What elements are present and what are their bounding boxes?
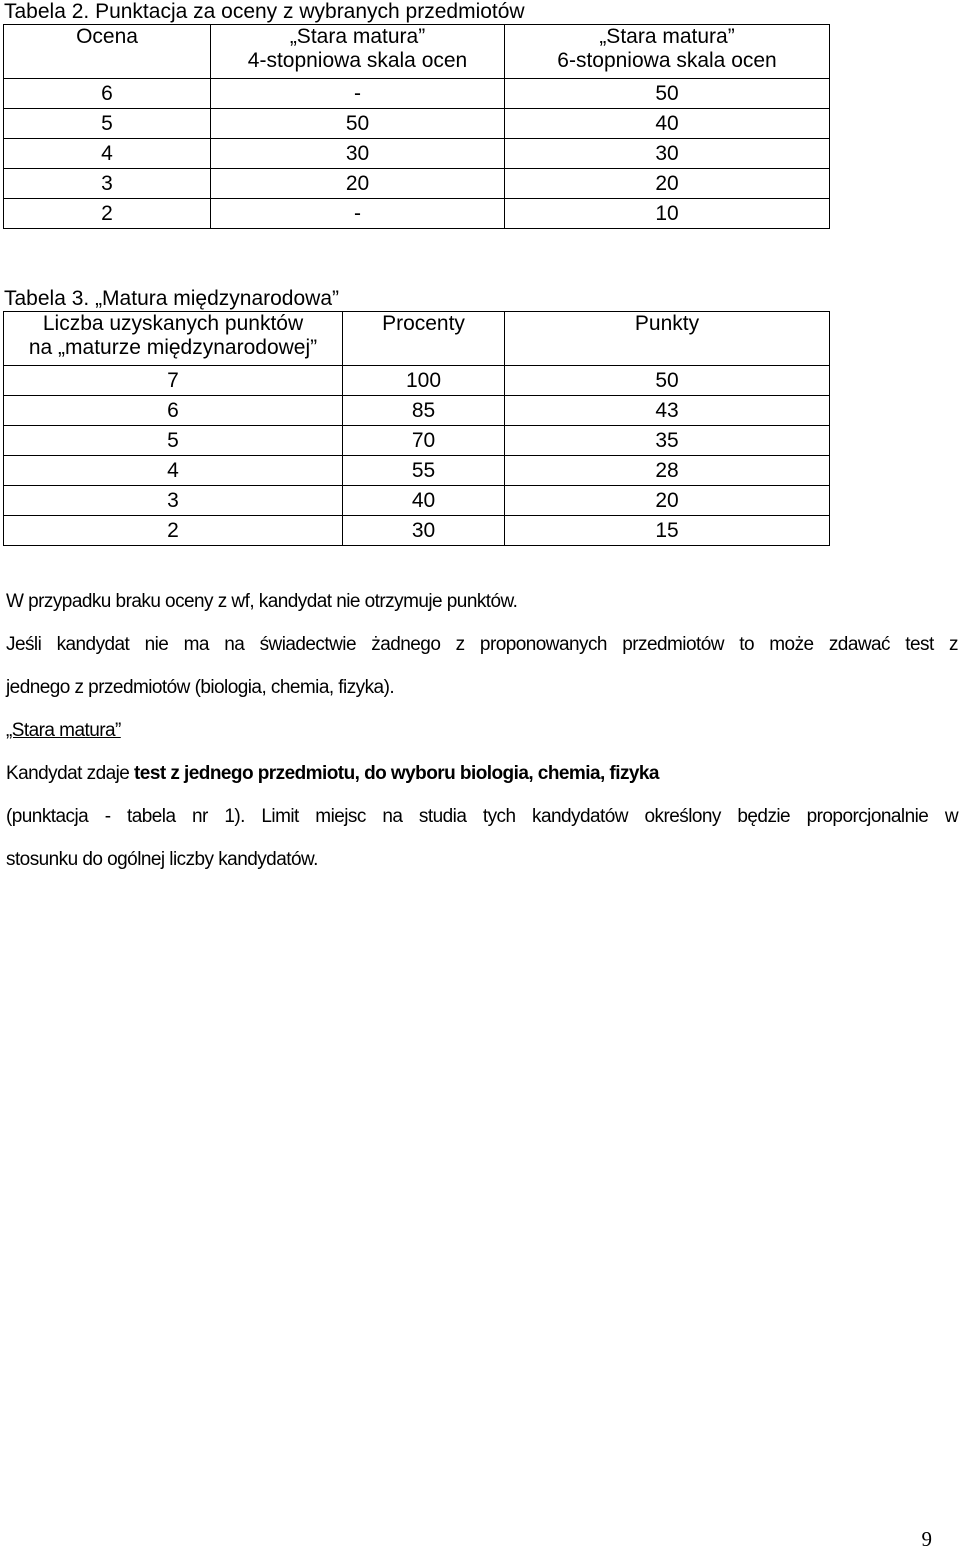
table-cell: 43 (505, 396, 830, 426)
table-cell: 15 (505, 516, 830, 546)
table-cell: 30 (343, 516, 505, 546)
paragraph-exam-choice-prefix: Kandydat zdaje (6, 763, 135, 784)
table-cell: 50 (505, 79, 830, 109)
table-cell: 28 (505, 456, 830, 486)
table2-header-ocena: Ocena (4, 25, 211, 79)
page-number: 9 (921, 1527, 932, 1551)
table-row (4, 396, 830, 426)
table-row (4, 366, 830, 396)
table-cell: 50 (505, 366, 830, 396)
table2 (3, 24, 830, 229)
table-cell: 3 (4, 486, 343, 516)
table-row (4, 79, 830, 109)
paragraph-limit-line1: (punktacja - tabela nr 1). Limit miejsc na studia tych kandydatów określony będzie proporcjonalnie w (6, 806, 958, 827)
table-cell: 7 (4, 366, 343, 396)
table-cell: 20 (211, 169, 505, 199)
table-cell: 85 (343, 396, 505, 426)
section-heading-stara-matura: „Stara matura” (6, 720, 121, 741)
table-cell: 6 (4, 79, 211, 109)
table3-header-points-count-line2: na „maturze międzynarodowej” (28, 336, 318, 359)
table-row (4, 169, 830, 199)
table-cell: 5 (4, 109, 211, 139)
table2-header-4-scale-subtitle: 4-stopniowa skala ocen (247, 49, 468, 72)
paragraph-no-subject-line2: jednego z przedmiotów (biologia, chemia, fizyka). (6, 677, 395, 698)
paragraph-exam-choice-bold: test z jednego przedmiotu, do wyboru biologia, chemia, fizyka (134, 763, 659, 784)
table-cell: 3 (4, 169, 211, 199)
table-cell: 30 (211, 139, 505, 169)
table3-header-row (4, 312, 830, 366)
table3-header-points-count (4, 312, 343, 366)
table-cell: 40 (505, 109, 830, 139)
table-cell: 50 (211, 109, 505, 139)
table2-header-4-scale-title: „Stara matura” (289, 25, 426, 48)
table3 (3, 311, 830, 546)
paragraph-limit-line2: stosunku do ogólnej liczby kandydatów. (6, 849, 318, 870)
table-cell: - (211, 79, 505, 109)
table-cell: 6 (4, 396, 343, 426)
table-cell: 2 (4, 199, 211, 229)
table2-header-row (4, 25, 830, 79)
table-row (4, 486, 830, 516)
table3-header-points-count-line1: Liczba uzyskanych punktów (42, 312, 304, 335)
table-cell: 5 (4, 426, 343, 456)
table-cell: 70 (343, 426, 505, 456)
table3-caption: Tabela 3. „Matura międzynarodowa” (4, 287, 339, 310)
table-cell: 2 (4, 516, 343, 546)
paragraph-no-grade: W przypadku braku oceny z wf, kandydat nie otrzymuje punktów. (6, 591, 518, 612)
table-cell: 35 (505, 426, 830, 456)
table2-header-6-scale-title: „Stara matura” (599, 25, 735, 48)
table-cell: 4 (4, 456, 343, 486)
table-cell: 20 (505, 169, 830, 199)
table2-caption: Tabela 2. Punktacja za oceny z wybranych przedmiotów (4, 0, 525, 23)
paragraph-exam-choice (6, 752, 958, 795)
paragraph-no-subject-line1: Jeśli kandydat nie ma na świadectwie żadnego z proponowanych przedmiotów to może zdawać test z (6, 634, 958, 655)
table3-header-percent: Procenty (343, 312, 505, 366)
table-row (4, 426, 830, 456)
table2-header-6-scale (505, 25, 830, 79)
table-cell: 55 (343, 456, 505, 486)
table-cell: 4 (4, 139, 211, 169)
table2-header-4-scale (211, 25, 505, 79)
table-cell: 100 (343, 366, 505, 396)
table-cell: 20 (505, 486, 830, 516)
table-cell: - (211, 199, 505, 229)
table-cell: 30 (505, 139, 830, 169)
table-cell: 10 (505, 199, 830, 229)
table-cell: 40 (343, 486, 505, 516)
table3-header-points: Punkty (505, 312, 830, 366)
table-row (4, 516, 830, 546)
table-row (4, 139, 830, 169)
table2-header-6-scale-subtitle: 6-stopniowa skala ocen (557, 49, 777, 72)
table-row (4, 199, 830, 229)
table-row (4, 109, 830, 139)
table-row (4, 456, 830, 486)
